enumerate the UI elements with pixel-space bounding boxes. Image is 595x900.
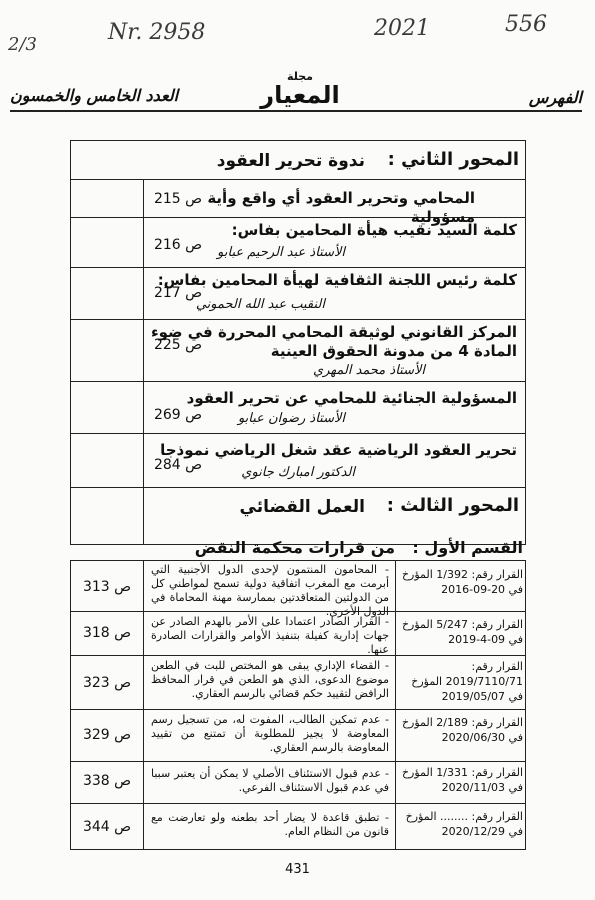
decision-ref: القرار رقم: 1/392 المؤرخ في 20-09-2016 [401,568,523,596]
page-header [10,70,582,110]
divider [71,381,525,382]
decision-ref: القرار رقم: ........ المؤرخ في 2020/12/29 [405,810,523,838]
axis2-table [70,140,526,545]
page-number: 431 [285,862,310,877]
issue-label: العدد الخامس والخمسون [10,86,179,105]
axis2-label: المحور الثاني : [387,149,519,170]
decision-ref: القرار رقم: 2/189 المؤرخ في 2020/06/30 [401,716,523,744]
magazine-name: المعيار [260,81,340,109]
divider [71,709,525,710]
divider [395,561,396,849]
decision-ref: القرار رقم: 2019/7110/71 المؤرخ في 2019/05/07 [411,660,523,703]
header-rule [10,110,582,112]
divider [71,803,525,804]
section1-label: القسم الأول : [412,538,523,557]
magazine-small: مجلة [287,70,313,83]
index-label: الفهرس [528,88,582,107]
divider [71,267,525,268]
entry-title: المركز القانوني لوثيقة المحامي المحررة في ضوء المادة 4 من مدونة الحقوق العينية [150,323,517,360]
handwritten-number: Nr. 2958 [108,20,206,45]
magazine-logo [240,70,360,107]
axis3-title: العمل القضائي [239,497,365,517]
entry-page: ص 217 [153,285,203,301]
entry-title: تحرير العقود الرياضية عقد شغل الرياضي نموذجا [160,441,517,459]
decision-page: ص 323 [82,675,132,691]
entry-page: ص 225 [153,337,203,353]
divider [71,487,525,488]
decision-summary: - القضاء الإداري يبقى هو المختص للبت في الطعن موضوع الدعوى، الذي هو الطعن في قرار المحافظ الرافض لتقييد حكم قضائي بالرسم العقاري. [151,659,389,700]
decision-page: ص 318 [82,625,132,641]
section1-title: من قرارات محكمة النقض [194,538,395,557]
axis3-label: المحور الثالث : [386,495,519,516]
divider [143,179,144,544]
divider [71,319,525,320]
entry-title: كلمة السيد نقيب هيأة المحامين بفاس: [231,221,517,239]
divider [71,433,525,434]
divider [71,761,525,762]
entry-author: الدكتور امبارك جانوي [241,465,355,480]
divider [143,561,144,849]
entry-author: الأستاذ عبد الرحيم عبابو [217,245,345,260]
entry-author: الأستاذ رضوان عبابو [237,411,345,426]
decisions-table [70,560,526,850]
entry-page: ص 216 [153,237,203,253]
entry-title: كلمة رئيس اللجنة الثقافية لهيأة المحامين بفاس: [157,271,517,289]
decision-page: ص 344 [82,819,132,835]
handwritten-corner: 2/3 [8,34,37,55]
divider [71,179,525,180]
handwritten-year: 2021 [374,16,430,41]
decision-summary: - القرار الصادر اعتمادا على الأمر بالهدم الصادر عن جهات إدارية كفيلة بتنفيذ الأوامر والقرارات الصادرة عنها. [151,615,389,656]
decision-page: ص 329 [82,727,132,743]
decision-page: ص 313 [82,579,132,595]
decision-summary: - عدم تمكين الطالب، المفوت له، من تسجيل رسم المعاوضة لا يجيز للمطلوبة أن تمتنع من تقييد المعاوضة بالرسم العقاري. [151,713,389,754]
decision-summary: - تطبق قاعدة لا يضار أحد بطعنه ولو تعارضت مع قانون من النظام العام. [151,811,389,838]
decision-page: ص 338 [82,773,132,789]
axis2-title: ندوة تحرير العقود [216,151,365,171]
decision-ref: القرار رقم: 5/247 المؤرخ في 09-4-2019 [401,618,523,646]
decision-summary: - عدم قبول الاستئناف الأصلي لا يمكن أن يعتبر سببا في عدم قبول الاستئناف الفرعي. [151,767,389,794]
entry-author: الأستاذ محمد المهري [313,363,425,378]
handwritten-code: 556 [505,12,547,37]
entry-title: المحامي وتحرير العقود أي واقع وأية مسؤولية [207,189,475,226]
entry-author: النقيب عبد الله الحموني [195,297,325,312]
entry-title: المسؤولية الجنائية للمحامي عن تحرير العقود [186,389,517,407]
entry-page: ص 215 [153,191,203,207]
decision-ref: القرار رقم: 1/331 المؤرخ في 2020/11/03 [401,766,523,794]
decision-summary: - المحامون المنتمون لإحدى الدول الأجنبية التي أبرمت مع المغرب اتفاقية دولية تسمح لمواطني كل من الدولتين المتعاقدتين بممارسة مهنة المحاماة في الدول الأخرى. [151,563,389,618]
entry-page: ص 269 [153,407,203,423]
entry-page: ص 284 [153,457,203,473]
